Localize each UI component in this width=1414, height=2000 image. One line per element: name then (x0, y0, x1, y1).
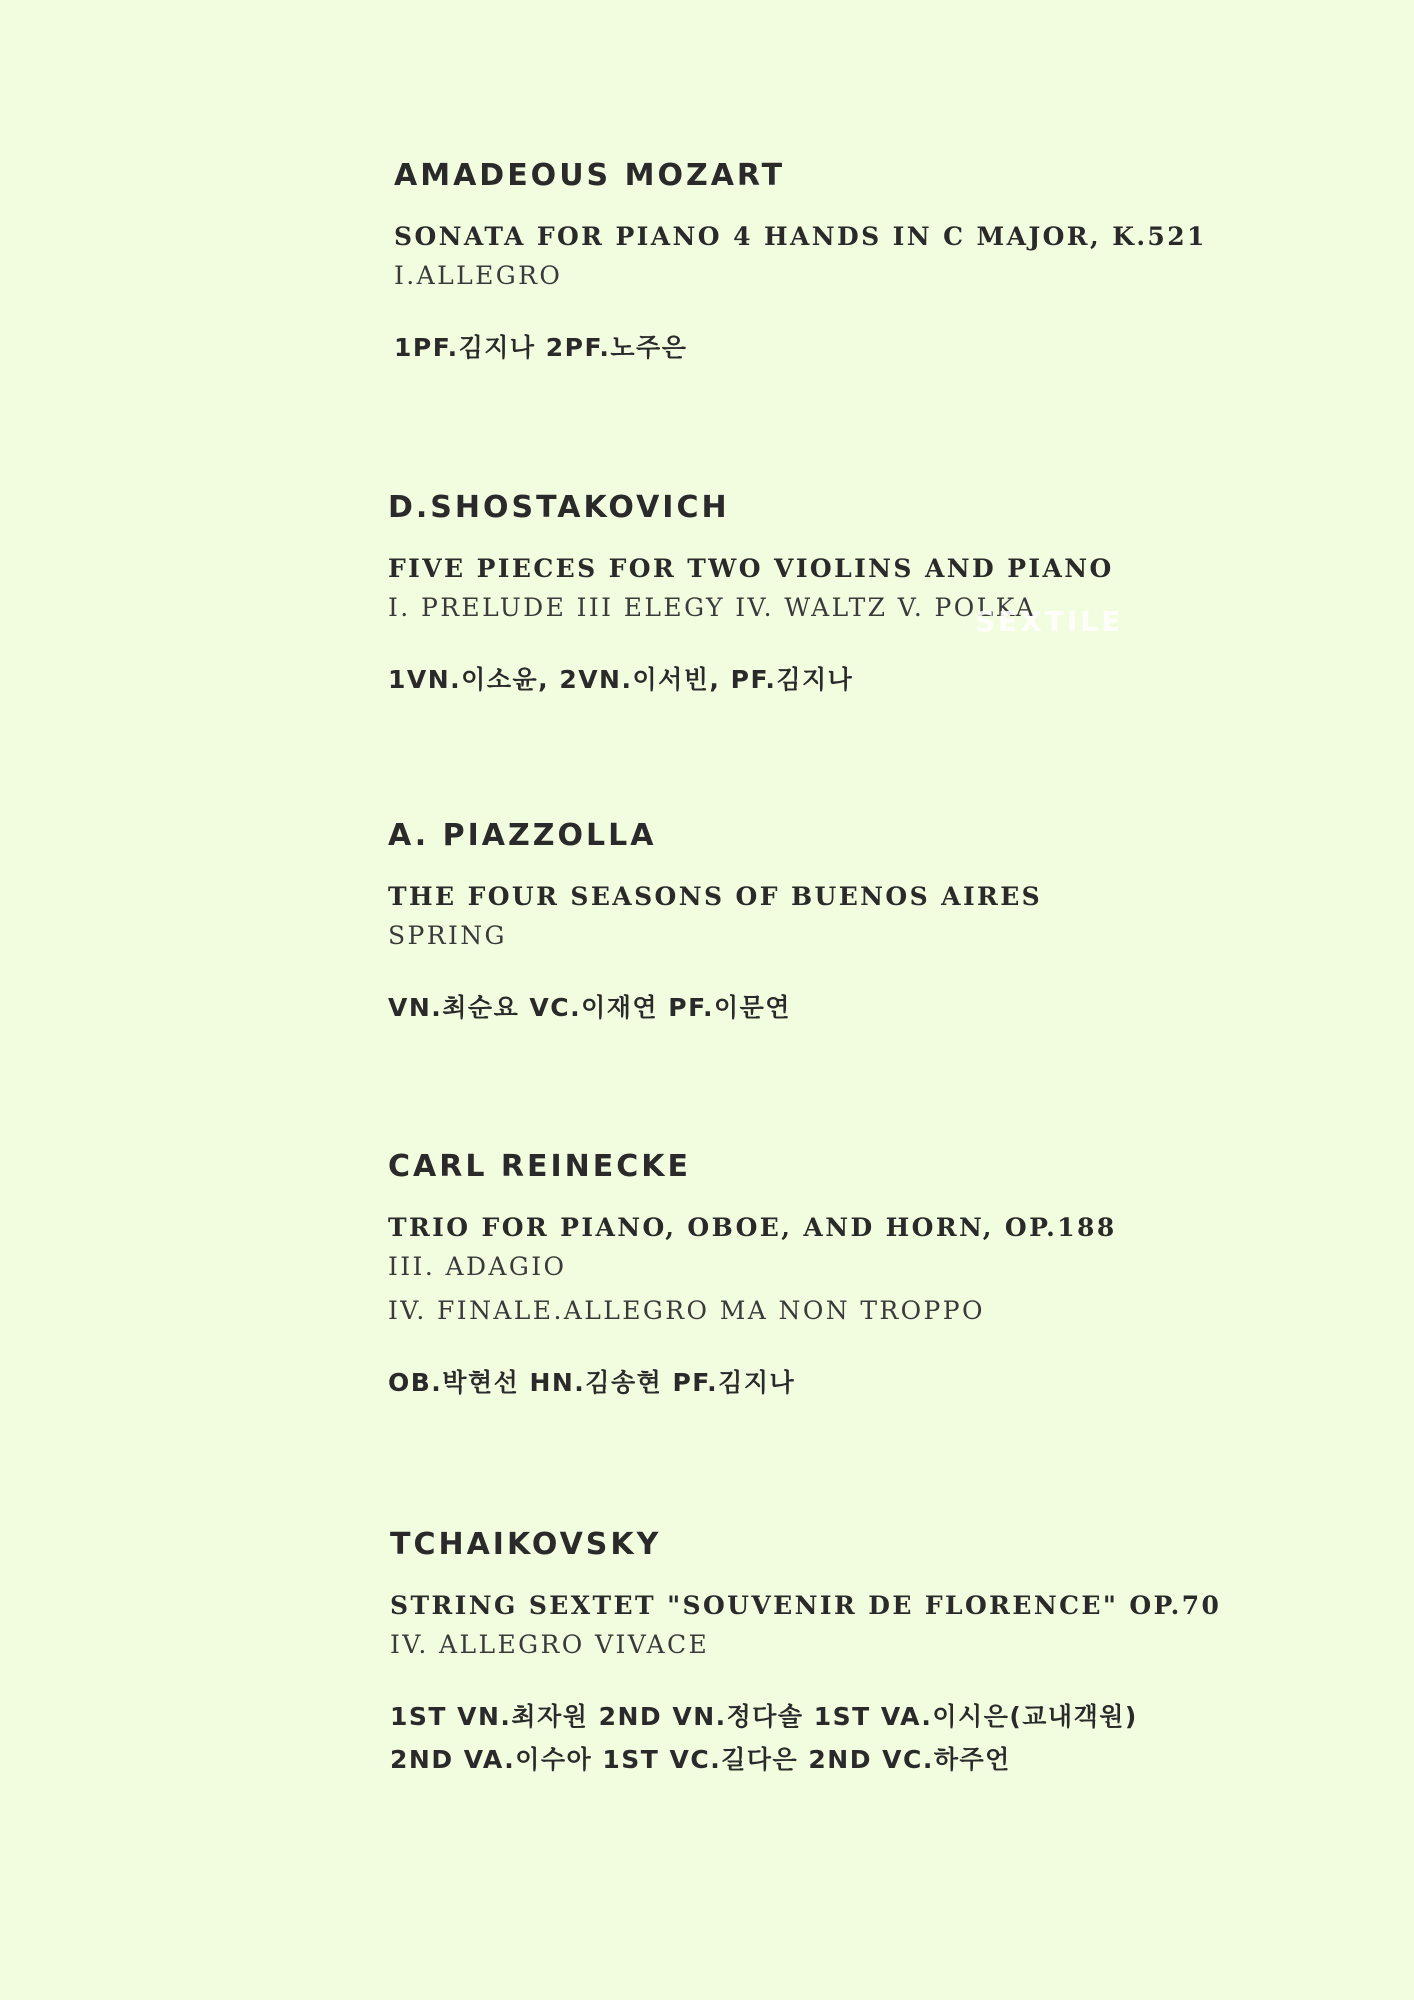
watermark: SEXTILE (975, 605, 1124, 638)
composer-name: CARL REINECKE (388, 1149, 692, 1184)
work-title: FIVE PIECES FOR TWO VIOLINS AND PIANO (388, 554, 1114, 583)
work-title: SONATA FOR PIANO 4 HANDS IN C MAJOR, K.521 (394, 222, 1207, 251)
movement: III. ADAGIO (388, 1252, 567, 1281)
composer-name: D.SHOSTAKOVICH (388, 490, 730, 525)
program-item-shostakovich (388, 490, 1388, 701)
movement: I.ALLEGRO (394, 261, 563, 290)
program-item-piazzolla (388, 818, 1388, 1029)
movement: IV. FINALE.ALLEGRO MA NON TROPPO (388, 1296, 985, 1325)
performers: OB.박현선 HN.김송현 PF.김지나 (388, 1368, 796, 1397)
work-title: THE FOUR SEASONS OF BUENOS AIRES (388, 882, 1043, 911)
movement: SPRING (388, 921, 507, 950)
work-title: TRIO FOR PIANO, OBOE, AND HORN, OP.188 (388, 1213, 1117, 1242)
work-title: STRING SEXTET "SOUVENIR DE FLORENCE" OP.70 (390, 1591, 1222, 1620)
performers: 1VN.이소윤, 2VN.이서빈, PF.김지나 (388, 665, 854, 694)
performers: 2ND VA.이수아 1ST VC.길다은 2ND VC.하주언 (390, 1745, 1011, 1774)
performers: 1ST VN.최자원 2ND VN.정다솔 1ST VA.이시은(교내객원) (390, 1702, 1138, 1731)
program-item-mozart (394, 158, 1394, 369)
composer-name: A. PIAZZOLLA (388, 818, 657, 853)
composer-name: AMADEOUS MOZART (394, 158, 786, 193)
program-item-reinecke (388, 1149, 1388, 1404)
composer-name: TCHAIKOVSKY (390, 1527, 662, 1562)
program-item-tchaikovsky (390, 1527, 1390, 1781)
performers: 1PF.김지나 2PF.노주은 (394, 333, 688, 362)
movement: IV. ALLEGRO VIVACE (390, 1630, 710, 1659)
movement: I. PRELUDE III ELEGY IV. WALTZ V. POLKA (388, 593, 1037, 622)
performers: VN.최순요 VC.이재연 PF.이문연 (388, 993, 791, 1022)
